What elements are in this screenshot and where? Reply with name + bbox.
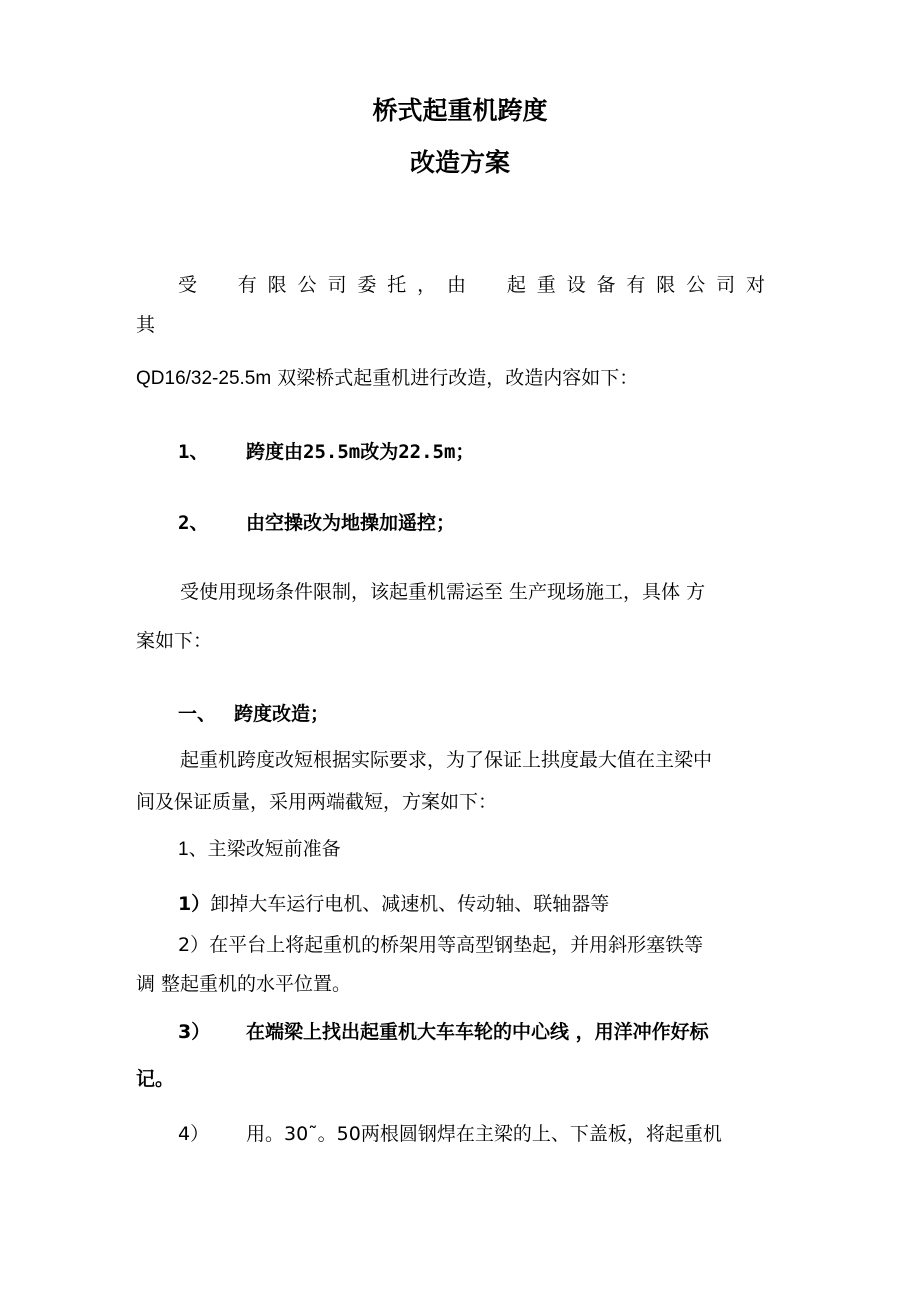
step-1-text: 卸掉大车运行电机、减速机、传动轴、联轴器等 [210,893,610,915]
document-subtitle: 改造方案 [409,148,510,177]
section-1-number: 一、 [178,703,217,725]
item-1-number: 1、 [178,441,209,463]
step-1-number: 1） [178,893,211,915]
item-2-number: 2、 [178,512,209,534]
subsection-1-number: 1 [178,839,189,860]
step-1 [178,895,609,914]
intro-line-3 [136,369,638,388]
para-2-line-1: 受使用现场条件限制，该起重机需运至 生产现场施工，具体 方 [180,581,706,603]
step-2-line-1: 2）在平台上将起重机的桥架用等高型钢垫起，并用斜形塞铁等 [178,934,704,956]
document-title: 桥式起重机跨度 [372,96,548,125]
para-3-line-1: 起重机跨度改短根据实际要求，为了保证上拱度最大值在主梁中 [180,749,713,771]
intro-line-2: 其 [136,314,156,336]
step-4-text: 用。30˜。50两根圆钢焊在主梁的上、下盖板，将起重机 [246,1123,722,1145]
subsection-1-heading [178,840,341,859]
step-3-line-2: 记。 [136,1068,175,1090]
step-4-number: 4） [178,1123,210,1145]
intro-line-1: 受 有限公司委托，由 起重设备有限公司对 [178,274,765,296]
subsection-1-text: 、主梁改短前准备 [188,838,341,860]
step-3-number: 3） [178,1021,211,1043]
intro-line-3-text: 双梁桥式起重机进行改造，改造内容如下： [277,367,639,389]
step-3-line-1: 在端梁上找出起重机大车车轮的中心线 ，用洋冲作好标 [246,1021,709,1043]
item-2-text: 由空操改为地操加遥控； [246,512,456,534]
para-2-line-2: 案如下： [136,630,213,652]
section-1-heading: 跨度改造； [234,703,330,725]
step-2-line-2: 调 整起重机的水平位置。 [136,973,352,995]
item-1-text: 跨度由25.5m改为22.5m； [246,441,475,463]
crane-model: QD16/32-25.5m [136,368,272,389]
para-3-line-2: 间及保证质量，采用两端截短，方案如下： [136,791,498,813]
